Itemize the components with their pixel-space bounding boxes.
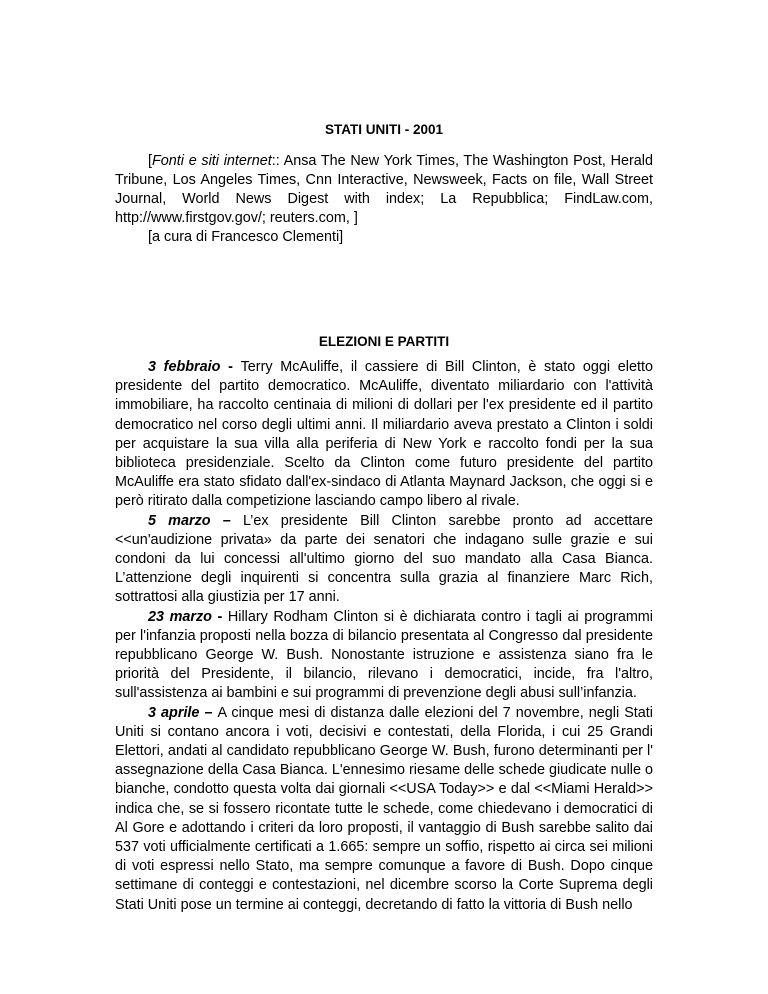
curator-line: [a cura di Francesco Clementi] [148, 229, 344, 245]
entry-text: Hillary Rodham Clinton si è dichiarata contro i tagli ai programmi per l'infanzia proposti nella bozza di bilancio presentata al Congresso dal presidente repubblicano George W. Bush. Nonostante istruzione e assistenza siano fra le priorità del Presidente, il bilancio, rilevano i democratici, incide, fra l'altro, sull'assistenza ai bambini e sui programmi di prevenzione degli abusi sull’infanzia. [115, 608, 653, 702]
entry-separator: – [210, 512, 243, 529]
entry-date: 5 marzo [148, 512, 211, 529]
entry [115, 358, 653, 512]
entry-separator: - [211, 608, 228, 625]
document-title: STATI UNITI - 2001 [324, 122, 444, 137]
entries-list [115, 358, 653, 915]
section-title: ELEZIONI E PARTITI [318, 334, 450, 349]
entry-text: L’ex presidente Bill Clinton sarebbe pronto ad accettare <<un'audizione privata» da parte dei senatori che indagano sulle grazie e sui condoni da lui concessi all'ultimo giorno del suo mandato alla Casa Bianca. L’attenzione degli inquirenti si concentra sulla grazia al finanziere Marc Rich, sottrattosi alla giustizia per 17 anni. [115, 512, 654, 606]
entry [115, 704, 653, 915]
entry-text: A cinque mesi di distanza dalle elezioni del 7 novembre, negli Stati Uniti si contano ancora i voti, decisivi e contestati, della Florida, i cui 25 Grandi Elettori, andati al candidato repubblicano George W. Bush, furono determinanti per l' assegnazione della Casa Bianca. L'ennesimo riesame delle schede giudicate nulle o bianche, condotto questa volta dai giornali <<USA Today>> e dal <<Miami Herald>> indica che, se si fossero ricontate tutte le schede, come chiedevano i democratici di Al Gore e adottando i criteri da loro proposti, il vantaggio di Bush sarebbe salito dai 537 voti ufficialmente certificati a 1.665: sempre un soffio, rispetto ai circa sei milioni di voti espressi nello Stato, ma sempre comunque a favore di Bush. Dopo cinque settimane di conteggi e contestazioni, nel dicembre scorso la Corte Suprema degli Stati Uniti pose un termine ai conteggi, decretando di fatto la vittoria di Bush nello [115, 704, 654, 913]
entry-separator: - [220, 359, 241, 375]
entry-date: 3 febbraio [148, 359, 221, 375]
sources-paragraph [115, 152, 653, 228]
entry-date: 23 marzo [148, 608, 212, 625]
entry-date: 3 aprile [148, 704, 200, 721]
entry [115, 608, 653, 704]
entry [115, 512, 653, 608]
sources-open-bracket: [ [148, 153, 152, 169]
sources-label: Fonti e siti internet [152, 153, 272, 169]
entry-text: Terry McAuliffe, il cassiere di Bill Clinton, è stato oggi eletto presidente del partito democratico. McAuliffe, diventato miliardario con l'attività immobiliare, ha raccolto centinaia di milioni di dollari per l'ex presidente ed il partito democratico nel corso degli ultimi anni. Il miliardario aveva prestato a Clinton i soldi per acquistare la sua villa alla periferia di New York e raccolto fondi per la sua biblioteca presidenziale. Scelto da Clinton come futuro presidente del partito McAuliffe era stato sfidato dall'ex-sindaco di Atlanta Maynard Jackson, che oggi si e però ritirato dalla competizione lasciando campo libero al rivale. [115, 359, 653, 510]
entry-separator: – [199, 704, 218, 721]
sources-text: :: Ansa The New York Times, The Washington Post, Herald Tribune, Los Angeles Times, Cnn Interactive, Newsweek, Facts on file, Wall Street Journal, World News Digest with index; La Repubblica; FindLaw.com, http://www.firstgov.gov/; reuters.com, ] [115, 153, 653, 226]
